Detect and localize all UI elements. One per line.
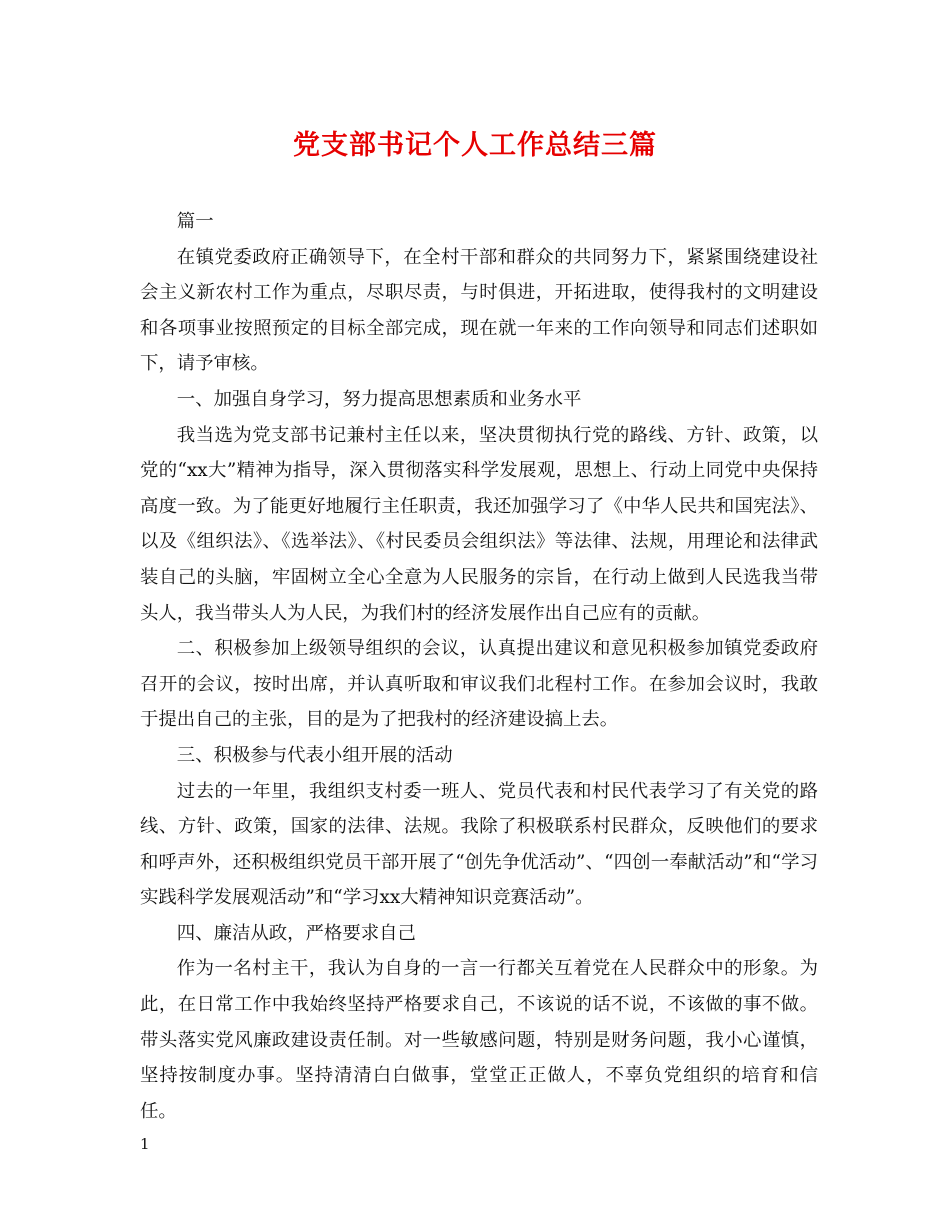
- page-number: 1: [140, 1135, 150, 1153]
- body-paragraph: 作为一名村主干，我认为自身的一言一行都关互着党在人民群众中的形象。为此，在日常工作中我始终坚持严格要求自己，不该说的话不说，不该做的事不做。带头落实党风廉政建设责任制。对一些敏感问题，特别是财务问题，我小心谨慎，坚持按制度办事。坚持清清白白做事，堂堂正正做人，不辜负党组织的培育和信任。: [140, 958, 818, 1122]
- body-paragraph: 二、积极参加上级领导组织的会议，认真提出建议和意见积极参加镇党委政府召开的会议，按时出席，并认真听取和审议我们北程村工作。在参加会议时，我敢于提出自己的主张，目的是为了把我村的经济建设搞上去。: [140, 638, 818, 731]
- section-heading: 四、廉洁从政，严格要求自己: [176, 922, 416, 944]
- body-paragraph: 过去的一年里，我组织支村委一班人、党员代表和村民代表学习了有关党的路线、方针、政策，国家的法律、法规。我除了积极联系村民群众，反映他们的要求和呼声外，还积极组织党员干部开展了“创先争优活动”、“四创一奉献活动”和“学习实践科学发展观活动”和“学习xx大精神知识竞赛活动”。: [140, 780, 818, 909]
- section-heading: 一、加强自身学习，努力提高思想素质和业务水平: [176, 388, 582, 410]
- document-title: 党支部书记个人工作总结三篇: [293, 130, 657, 161]
- section-heading: 篇一: [176, 211, 214, 232]
- section-heading: 三、积极参与代表小组开展的活动: [176, 744, 453, 766]
- document-body: [140, 204, 818, 1129]
- body-paragraph: 在镇党委政府正确领导下，在全村干部和群众的共同努力下，紧紧围绕建设社会主义新农村工作为重点，尽职尽责，与时俱进，开拓进取，使得我村的文明建设和各项事业按照预定的目标全部完成，现在就一年来的工作向领导和同志们述职如下，请予审核。: [140, 246, 818, 375]
- body-paragraph: 我当选为党支部书记兼村主任以来，坚决贯彻执行党的路线、方针、政策，以党的“xx大”精神为指导，深入贯彻落实科学发展观，思想上、行动上同党中央保持高度一致。为了能更好地履行主任职责，我还加强学习了《中华人民共和国宪法》、以及《组织法》、《选举法》、《村民委员会组织法》等法律、法规，用理论和法律武装自己的头脑，牢固树立全心全意为人民服务的宗旨，在行动上做到人民选我当带头人，我当带头人为人民，为我们村的经济发展作出自己应有的贡献。: [140, 424, 818, 624]
